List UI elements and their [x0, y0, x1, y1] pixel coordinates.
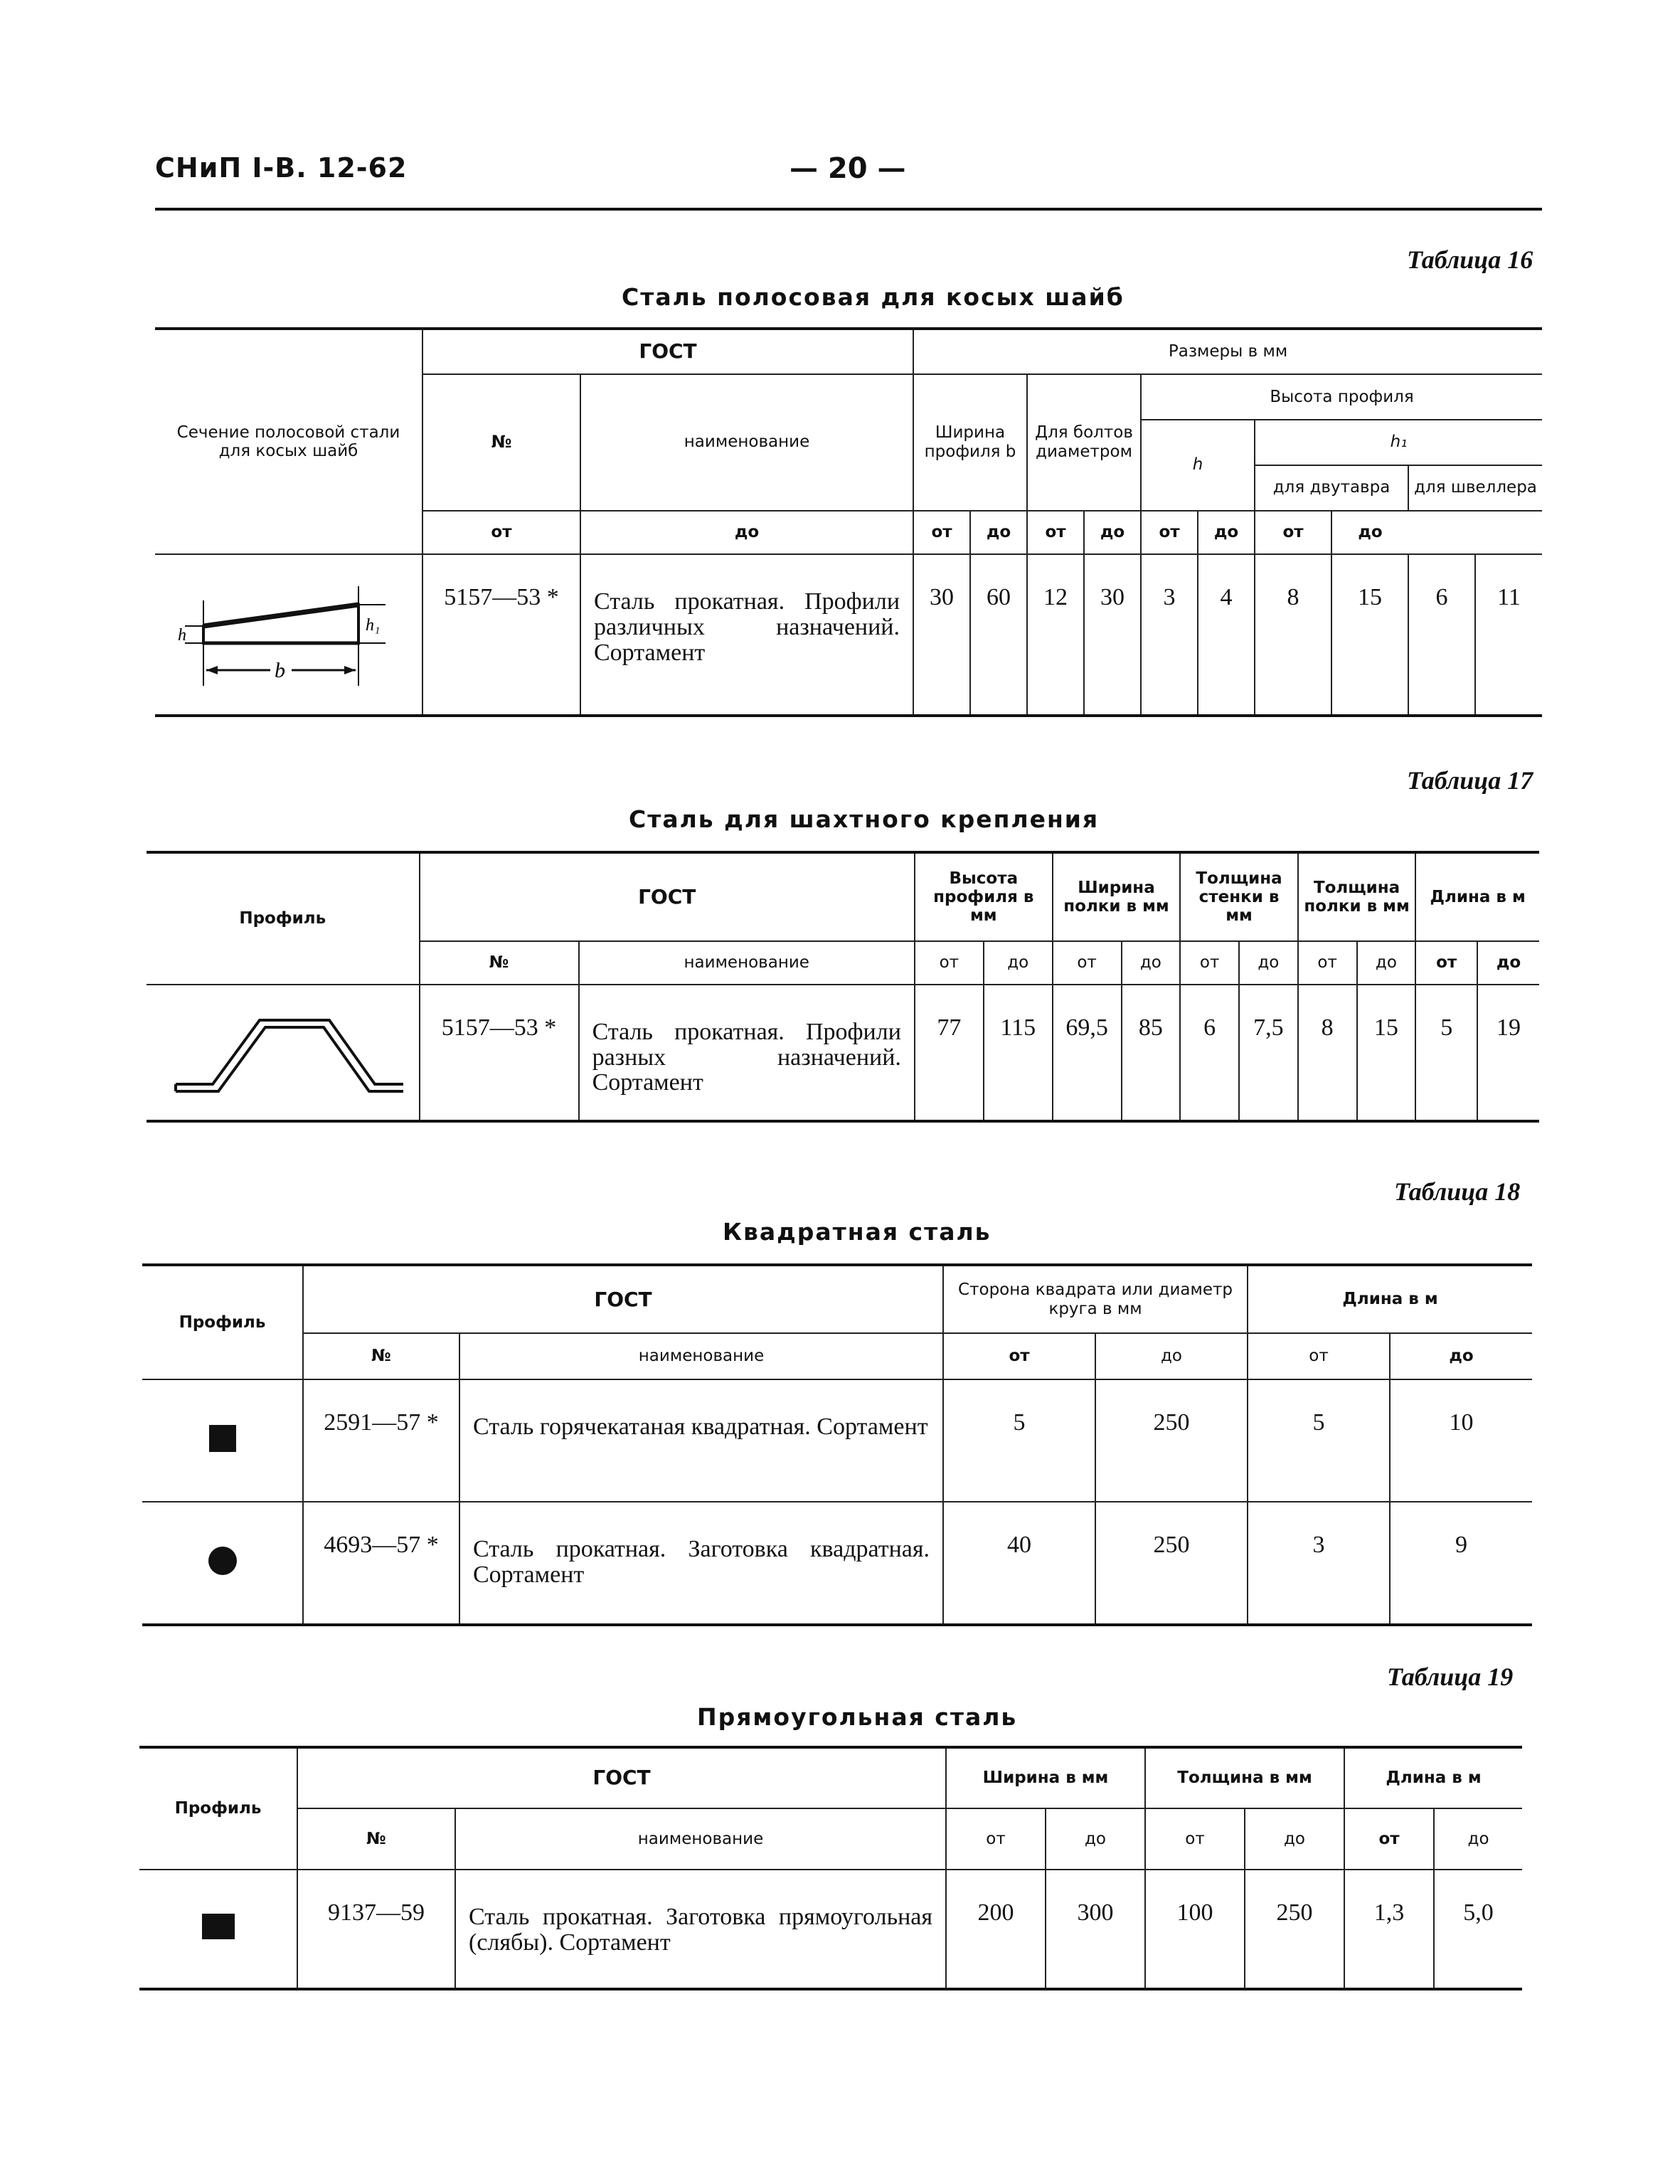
table-17: [147, 851, 1539, 1123]
header-to: до: [1122, 941, 1181, 985]
profile-square: [142, 1379, 303, 1502]
header-profile: Профиль: [147, 852, 420, 985]
header-ibeam: для двутавра: [1255, 465, 1408, 511]
header-profile: Профиль: [142, 1265, 303, 1379]
header-side: Сторона квадрата или диаметр круга в мм: [943, 1265, 1248, 1333]
header-to: до: [1434, 1808, 1522, 1870]
header-to: до: [580, 511, 913, 555]
header-to: до: [1357, 941, 1416, 985]
profile-figure-mine: [147, 985, 420, 1121]
gost-name: Сталь прокатная. Заготовка квадратная. Сортамент: [459, 1502, 943, 1625]
circle-profile-icon: [208, 1547, 237, 1575]
length-to: 9: [1390, 1502, 1532, 1625]
table-16: [155, 327, 1542, 717]
table-16-title: Сталь полосовая для косых шайб: [622, 283, 1125, 311]
header-name: наименование: [459, 1333, 943, 1379]
header-flange-width: Ширина полки в мм: [1053, 852, 1181, 941]
gost-number: 4693—57 *: [303, 1502, 459, 1625]
header-h: h: [1141, 420, 1255, 511]
h1-ibeam-to: 15: [1331, 554, 1408, 716]
height-from: 77: [915, 985, 984, 1121]
thickness-from: 100: [1145, 1870, 1245, 1989]
side-to: 250: [1095, 1502, 1248, 1625]
length-from: 1,3: [1344, 1870, 1434, 1989]
flange-width-to: 85: [1122, 985, 1181, 1121]
flange-width-from: 69,5: [1053, 985, 1122, 1121]
width-from: 30: [913, 554, 970, 716]
header-height: Высота профиля в мм: [915, 852, 1053, 941]
page-number: — 20 —: [790, 152, 906, 185]
header-to: до: [984, 941, 1053, 985]
header-no: №: [297, 1808, 455, 1870]
gost-name: Сталь прокатная. Профили различных назначений. Сортамент: [580, 554, 913, 716]
header-from: от: [1027, 511, 1084, 555]
header-length: Длина в м: [1344, 1747, 1522, 1808]
header-to: до: [970, 511, 1027, 555]
header-flange-thickness: Толщина полки в мм: [1298, 852, 1416, 941]
header-gost: ГОСТ: [303, 1265, 943, 1333]
profile-round: [142, 1502, 303, 1625]
web-thickness-from: 6: [1180, 985, 1239, 1121]
header-to: до: [1046, 1808, 1145, 1870]
header-from: от: [913, 511, 970, 555]
gost-number: 5157—53 *: [422, 554, 580, 716]
square-profile-icon: [209, 1425, 236, 1452]
fig-h-label: h: [177, 625, 186, 645]
bolt-to: 30: [1084, 554, 1141, 716]
profile-figure-washer: [155, 554, 422, 716]
table-19-number: Таблица 19: [1387, 1663, 1514, 1691]
header-name: наименование: [580, 374, 913, 511]
length-to: 5,0: [1434, 1870, 1522, 1989]
header-section: Сечение полосовой стали для косых шайб: [155, 329, 422, 554]
header-bolts: Для болтов диаметром: [1027, 374, 1141, 511]
width-from: 200: [946, 1870, 1046, 1989]
gost-number: 5157—53 *: [420, 985, 579, 1121]
header-from: от: [1298, 941, 1357, 985]
header-to: до: [1198, 511, 1255, 555]
h1-ibeam-from: 8: [1255, 554, 1331, 716]
table-19: [139, 1746, 1522, 1990]
table-18-title: Квадратная сталь: [723, 1218, 991, 1246]
table-18: [142, 1263, 1532, 1626]
web-thickness-to: 7,5: [1239, 985, 1298, 1121]
header-no: №: [420, 941, 579, 985]
table-16-number: Таблица 16: [1407, 245, 1533, 274]
width-to: 300: [1046, 1870, 1145, 1989]
table-19-title: Прямоугольная сталь: [697, 1703, 1018, 1731]
table-17-title: Сталь для шахтного крепления: [629, 805, 1100, 833]
side-from: 5: [943, 1379, 1095, 1502]
gost-number: 2591—57 *: [303, 1379, 459, 1502]
fig-b-label: b: [274, 658, 285, 682]
bolt-from: 12: [1027, 554, 1084, 716]
header-width: Ширина профиля b: [913, 374, 1027, 511]
header-to: до: [1331, 511, 1408, 555]
header-profile: Профиль: [139, 1747, 297, 1870]
washer-section-drawing: [175, 579, 403, 686]
table-17-number: Таблица 17: [1407, 766, 1533, 795]
length-to: 19: [1477, 985, 1539, 1121]
header-name: наименование: [579, 941, 915, 985]
header-from: от: [422, 511, 580, 555]
mine-profile-drawing: [161, 1000, 403, 1100]
document-code: СНиП I-В. 12-62: [155, 152, 408, 184]
thickness-to: 250: [1245, 1870, 1344, 1989]
flange-thickness-to: 15: [1357, 985, 1416, 1121]
header-from: от: [1180, 941, 1239, 985]
header-gost: ГОСТ: [297, 1747, 946, 1808]
header-channel: для швеллера: [1408, 465, 1542, 511]
gost-name: Сталь горячекатаная квадратная. Сортамент: [459, 1379, 943, 1502]
header-gost: ГОСТ: [422, 329, 913, 374]
width-to: 60: [970, 554, 1027, 716]
side-from: 40: [943, 1502, 1095, 1625]
header-to: до: [1245, 1808, 1344, 1870]
h1-channel-to: 11: [1475, 554, 1542, 716]
fig-h1-label: h₁: [365, 615, 380, 635]
gost-name: Сталь прокатная. Заготовка прямоугольная (слябы). Сортамент: [455, 1870, 946, 1989]
header-from: от: [1248, 1333, 1390, 1379]
header-from: от: [1344, 1808, 1434, 1870]
header-length: Длина в м: [1248, 1265, 1532, 1333]
header-to: до: [1095, 1333, 1248, 1379]
header-to: до: [1390, 1333, 1532, 1379]
header-to: до: [1084, 511, 1141, 555]
gost-number: 9137—59: [297, 1870, 455, 1989]
gost-name: Сталь прокатная. Профили разных назначений. Сортамент: [579, 985, 915, 1121]
header-sizes: Размеры в мм: [913, 329, 1542, 374]
header-from: от: [1141, 511, 1198, 555]
header-from: от: [915, 941, 984, 985]
header-to: до: [1477, 941, 1539, 985]
rectangle-profile-icon: [202, 1914, 235, 1939]
header-from: от: [1255, 511, 1331, 555]
flange-thickness-from: 8: [1298, 985, 1357, 1121]
header-from: от: [943, 1333, 1095, 1379]
header-h1: h₁: [1255, 420, 1542, 465]
header-gost: ГОСТ: [420, 852, 915, 941]
header-web-thickness: Толщина стенки в мм: [1180, 852, 1298, 941]
header-width: Ширина в мм: [946, 1747, 1145, 1808]
h1-channel-from: 6: [1408, 554, 1475, 716]
header-name: наименование: [455, 1808, 946, 1870]
length-from: 5: [1248, 1379, 1390, 1502]
header-from: от: [1415, 941, 1477, 985]
side-to: 250: [1095, 1379, 1248, 1502]
header-height: Высота профиля: [1141, 374, 1542, 420]
profile-rectangle: [139, 1870, 297, 1989]
header-rule: [155, 208, 1542, 211]
header-thickness: Толщина в мм: [1145, 1747, 1344, 1808]
h-from: 3: [1141, 554, 1198, 716]
header-no: №: [303, 1333, 459, 1379]
header-from: от: [946, 1808, 1046, 1870]
table-18-number: Таблица 18: [1394, 1177, 1521, 1206]
length-from: 3: [1248, 1502, 1390, 1625]
length-to: 10: [1390, 1379, 1532, 1502]
header-length: Длина в м: [1415, 852, 1539, 941]
header-no: №: [422, 374, 580, 511]
h-to: 4: [1198, 554, 1255, 716]
header-from: от: [1053, 941, 1122, 985]
length-from: 5: [1415, 985, 1477, 1121]
height-to: 115: [984, 985, 1053, 1121]
header-from: от: [1145, 1808, 1245, 1870]
header-to: до: [1239, 941, 1298, 985]
